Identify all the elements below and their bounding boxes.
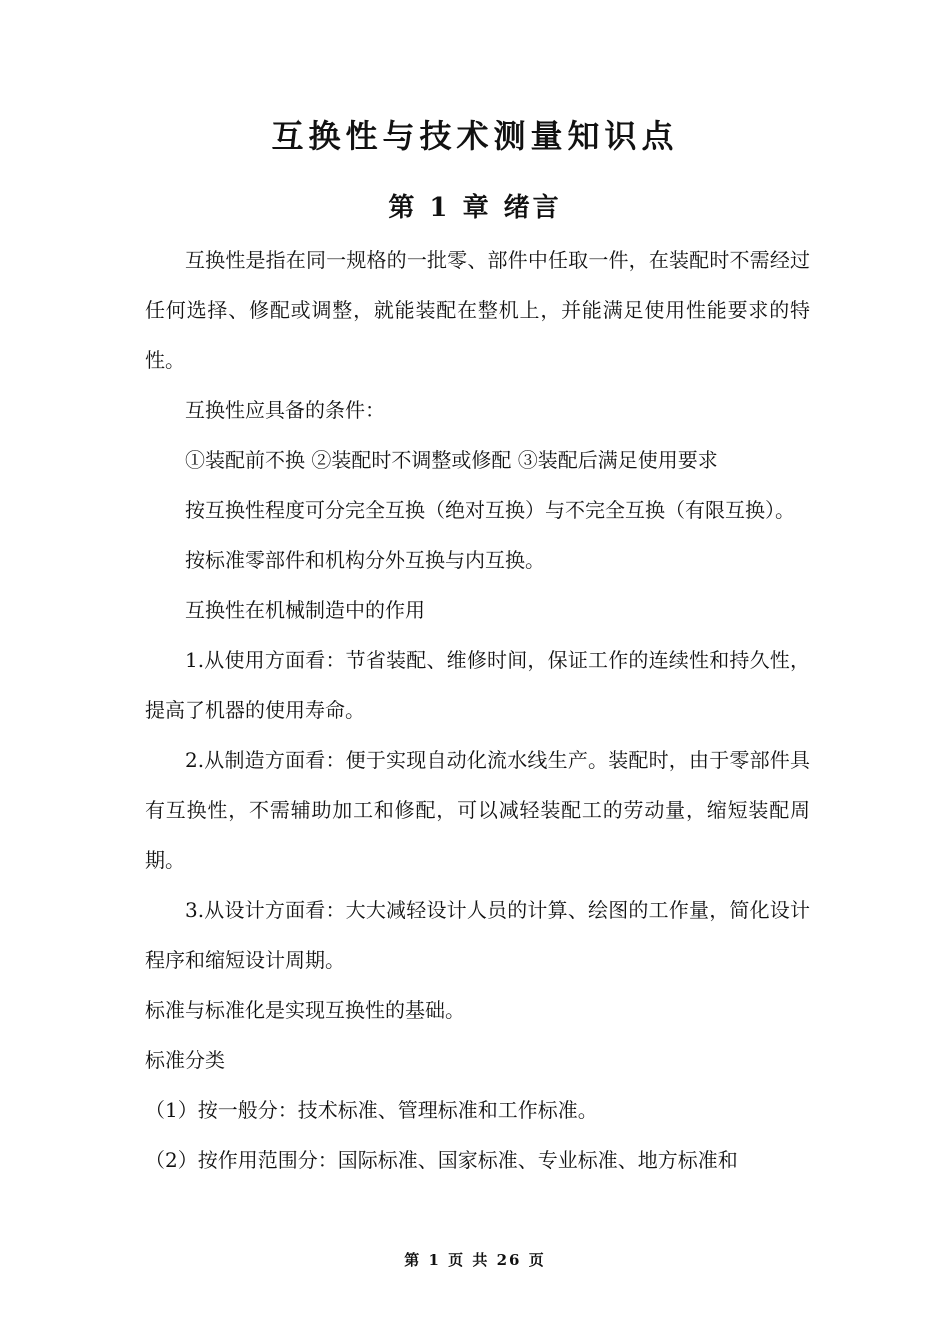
paragraph-scope-classification: （2）按作用范围分：国际标准、国家标准、专业标准、地方标准和	[145, 1148, 738, 1172]
paragraph-conditions-heading: 互换性应具备的条件：	[185, 398, 385, 422]
page-footer: 第 1 页 共 26 页	[404, 1251, 546, 1269]
paragraph-general-classification: （1）按一般分：技术标准、管理标准和工作标准。	[145, 1098, 598, 1122]
paragraph-standardization-basis: 标准与标准化是实现互换性的基础。	[145, 998, 465, 1022]
paragraph-design-aspect: 3.从设计方面看：大大减轻设计人员的计算、绘图的工作量，简化设计程序和缩短设计周期。	[145, 898, 810, 972]
paragraph-conditions-list: ①装配前不换 ②装配时不调整或修配 ③装配后满足使用要求	[185, 448, 718, 472]
paragraph-standard-classification: 标准分类	[145, 1048, 225, 1072]
paragraph-usage-aspect: 1.从使用方面看：节省装配、维修时间，保证工作的连续性和持久性，提高了机器的使用寿命。	[145, 648, 810, 722]
paragraph-manufacturing-aspect: 2.从制造方面看：便于实现自动化流水线生产。装配时，由于零部件具有互换性，不需辅助加工和修配，可以减轻装配工的劳动量，缩短装配周期。	[145, 748, 810, 872]
document-body	[145, 235, 810, 1185]
chapter-title: 第 1 章 绪言	[388, 193, 562, 223]
paragraph-role-heading: 互换性在机械制造中的作用	[185, 598, 425, 622]
document-title: 互换性与技术测量知识点	[271, 117, 679, 155]
paragraph-internal-external: 按标准零部件和机构分外互换与内互换。	[185, 548, 545, 572]
paragraph-degree-classification: 按互换性程度可分完全互换（绝对互换）与不完全互换（有限互换）。	[185, 498, 795, 522]
paragraph-interchangeability-definition: 互换性是指在同一规格的一批零、部件中任取一件，在装配时不需经过任何选择、修配或调整，就能装配在整机上，并能满足使用性能要求的特性。	[145, 248, 810, 372]
